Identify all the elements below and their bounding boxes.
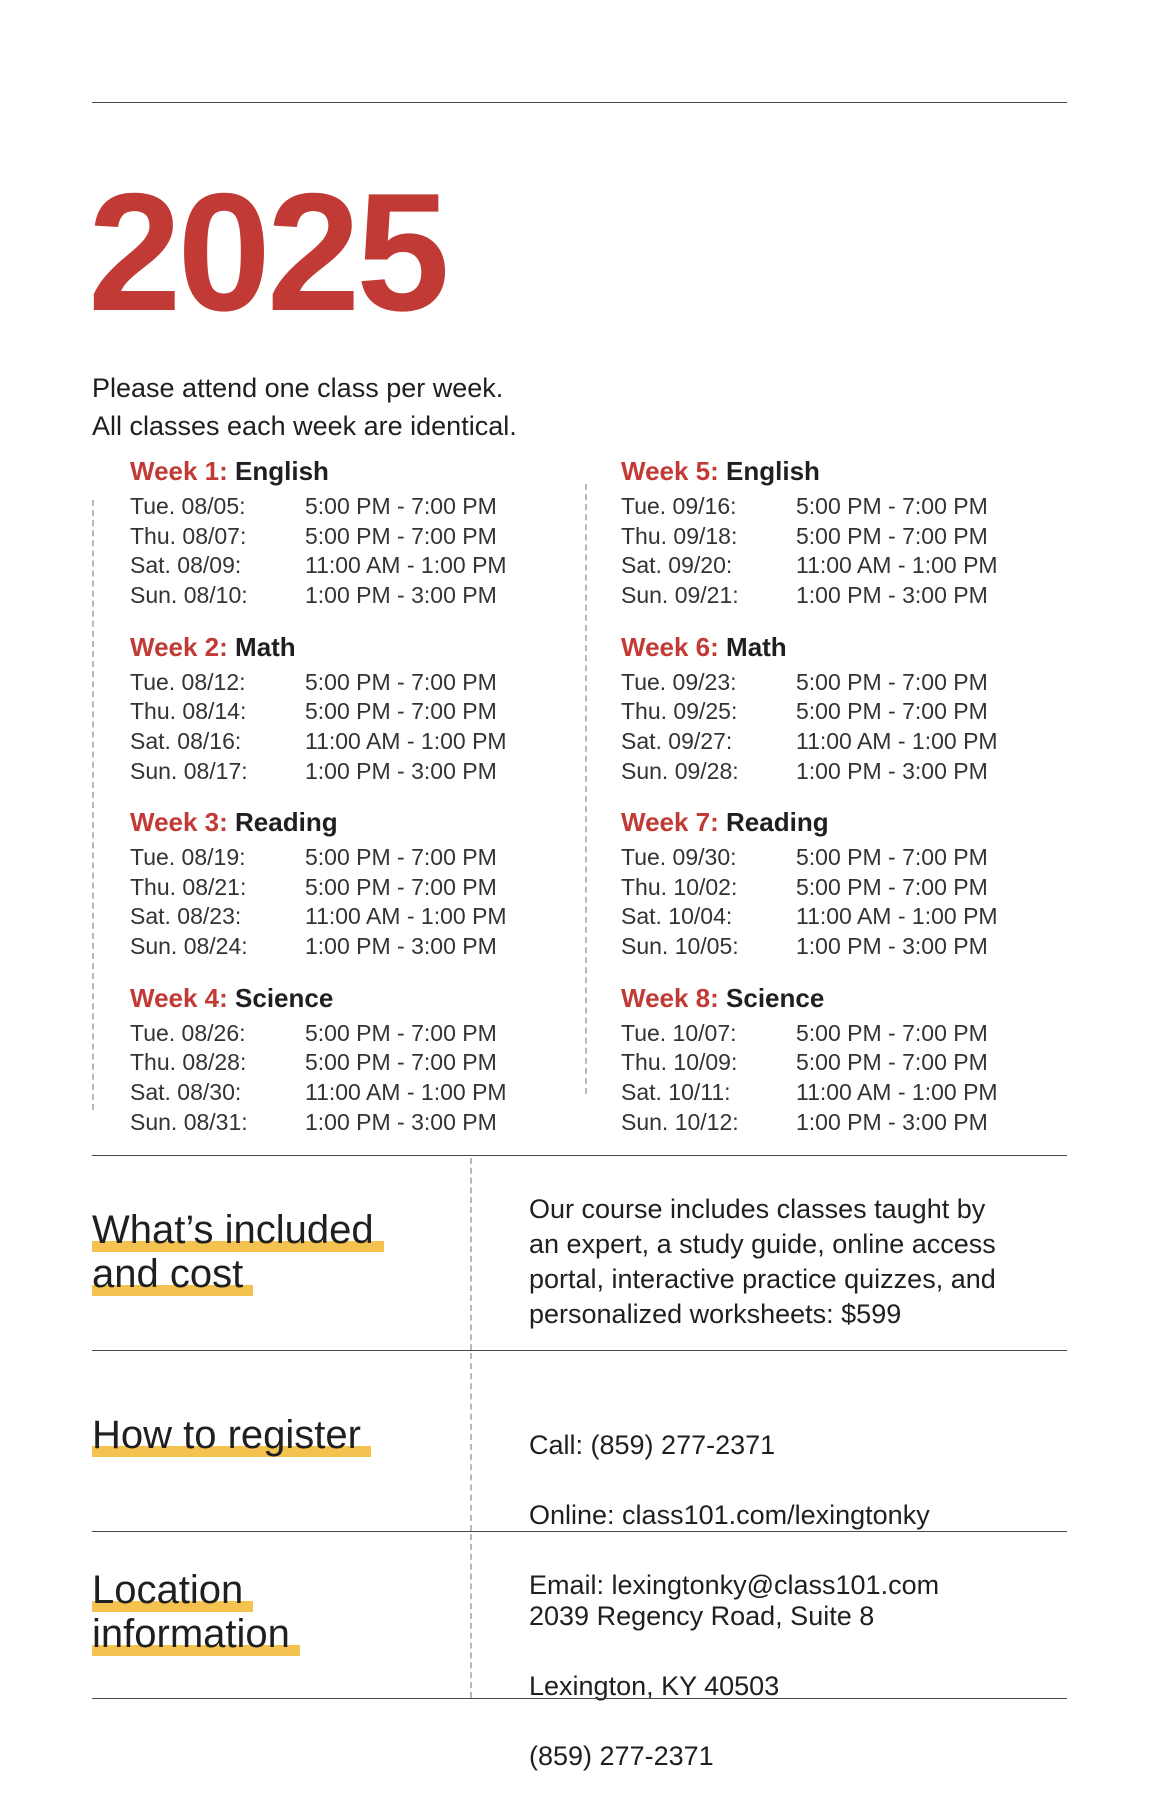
session-day: Thu. 08/07: [130, 522, 247, 549]
location-address-2: Lexington, KY 40503 [529, 1671, 780, 1701]
session-time: 11:00 AM - 1:00 PM [305, 1078, 507, 1105]
session-time: 5:00 PM - 7:00 PM [305, 522, 497, 549]
register-call: Call: (859) 277-2371 [529, 1430, 776, 1460]
week-8-heading [621, 981, 1041, 1019]
week-7-block [621, 805, 1041, 981]
session-row [130, 727, 550, 757]
week-6-block [621, 630, 1041, 806]
week-subject: Reading [726, 807, 829, 837]
week-3-block [130, 805, 550, 981]
session-time: 5:00 PM - 7:00 PM [305, 1019, 497, 1046]
week-2-heading [130, 630, 550, 668]
session-row [130, 843, 550, 873]
intro-line-2: All classes each week are identical. [92, 411, 517, 441]
location-title-line2: information [92, 1612, 300, 1656]
session-day: Sat. 08/30: [130, 1078, 242, 1105]
session-row [621, 1019, 1041, 1049]
session-day: Tue. 09/23: [621, 668, 737, 695]
week-5-block [621, 454, 1041, 630]
week-3-heading [130, 805, 550, 843]
session-day: Sat. 08/23: [130, 903, 242, 930]
session-time: 5:00 PM - 7:00 PM [305, 873, 497, 900]
week-label: Week 4: [130, 982, 228, 1013]
session-day: Sun. 08/24: [130, 933, 248, 960]
session-row [130, 1108, 550, 1138]
session-row [621, 873, 1041, 903]
session-day: Thu. 08/14: [130, 698, 247, 725]
session-time: 11:00 AM - 1:00 PM [796, 903, 998, 930]
session-time: 5:00 PM - 7:00 PM [796, 1049, 988, 1076]
session-time: 1:00 PM - 3:00 PM [796, 582, 988, 609]
week-4-block [130, 981, 550, 1157]
session-day: Tue. 08/26: [130, 1019, 246, 1046]
session-day: Thu. 10/09: [621, 1049, 738, 1076]
session-time: 11:00 AM - 1:00 PM [796, 552, 998, 579]
week-1-heading [130, 454, 550, 492]
session-row [621, 1108, 1041, 1138]
session-day: Sun. 08/10: [130, 582, 248, 609]
week-label: Week 3: [130, 807, 228, 837]
session-row [130, 492, 550, 522]
session-row [621, 1048, 1041, 1078]
session-day: Sun. 09/21: [621, 582, 739, 609]
session-time: 1:00 PM - 3:00 PM [796, 933, 988, 960]
session-time: 11:00 AM - 1:00 PM [796, 1078, 998, 1105]
week-5-heading [621, 454, 1041, 492]
info-divider-2 [470, 1353, 472, 1531]
register-title [92, 1413, 371, 1457]
session-time: 5:00 PM - 7:00 PM [796, 493, 988, 519]
week-4-heading [130, 981, 550, 1019]
session-day: Sun. 08/17: [130, 757, 248, 784]
session-row [130, 668, 550, 698]
left-column-divider [92, 500, 94, 1110]
session-row [621, 843, 1041, 873]
week-1-block [130, 454, 550, 630]
session-day: Thu. 08/21: [130, 873, 247, 900]
session-day: Thu. 08/28: [130, 1049, 247, 1076]
session-day: Tue. 10/07: [621, 1019, 737, 1046]
session-day: Tue. 09/16: [621, 493, 737, 519]
session-time: 5:00 PM - 7:00 PM [796, 668, 988, 695]
schedule-column-right [621, 454, 1041, 1156]
session-row [130, 873, 550, 903]
register-title-text: How to register [92, 1413, 371, 1457]
week-label: Week 7: [621, 807, 719, 837]
session-day: Tue. 09/30: [621, 844, 737, 870]
info-divider-3 [470, 1534, 472, 1698]
included-title-line2: and cost [92, 1252, 253, 1296]
included-body: Our course includes classes taught by an expert, a study guide, online access portal, interactive practice quizzes, and personalized worksheets: $599 [529, 1194, 996, 1329]
week-label: Week 2: [130, 631, 228, 662]
week-subject: Science [726, 982, 825, 1013]
session-row [621, 581, 1041, 611]
week-8-block [621, 981, 1041, 1157]
session-row [621, 727, 1041, 757]
session-day: Sun. 10/12: [621, 1108, 739, 1135]
week-7-heading [621, 805, 1041, 843]
center-column-divider [585, 484, 587, 1094]
session-time: 1:00 PM - 3:00 PM [305, 933, 497, 960]
session-day: Thu. 09/18: [621, 522, 738, 549]
session-time: 11:00 AM - 1:00 PM [305, 552, 507, 579]
week-subject: Reading [235, 807, 338, 837]
location-address-1: 2039 Regency Road, Suite 8 [529, 1601, 875, 1631]
bottom-rule [92, 1698, 1067, 1699]
session-day: Sat. 09/27: [621, 727, 733, 754]
included-title-line1: What’s included [92, 1208, 384, 1252]
session-time: 11:00 AM - 1:00 PM [305, 727, 507, 754]
location-title [92, 1568, 300, 1656]
register-online[interactable]: Online: class101.com/lexingtonky [529, 1500, 930, 1530]
week-2-block [130, 630, 550, 806]
week-label: Week 5: [621, 456, 719, 486]
session-day: Sat. 08/09: [130, 552, 242, 579]
session-row [130, 551, 550, 581]
session-row [130, 757, 550, 787]
session-time: 1:00 PM - 3:00 PM [796, 757, 988, 784]
location-phone: (859) 277-2371 [529, 1741, 714, 1771]
session-row [621, 902, 1041, 932]
week-6-heading [621, 630, 1041, 668]
week-subject: Math [235, 631, 296, 662]
session-time: 5:00 PM - 7:00 PM [796, 698, 988, 725]
session-time: 1:00 PM - 3:00 PM [305, 757, 497, 784]
session-row [130, 1048, 550, 1078]
session-row [621, 932, 1041, 962]
session-row [621, 522, 1041, 552]
included-title [92, 1208, 384, 1296]
session-row [621, 668, 1041, 698]
location-body [529, 1564, 874, 1809]
session-day: Sun. 08/31: [130, 1108, 248, 1135]
session-row [621, 1078, 1041, 1108]
session-time: 1:00 PM - 3:00 PM [305, 1108, 497, 1135]
session-day: Sat. 10/04: [621, 903, 733, 930]
session-day: Thu. 10/02: [621, 873, 738, 900]
session-day: Sat. 08/16: [130, 727, 242, 754]
intro-line-1: Please attend one class per week. [92, 373, 504, 403]
session-day: Tue. 08/19: [130, 844, 246, 870]
session-time: 5:00 PM - 7:00 PM [796, 522, 988, 549]
session-day: Sun. 09/28: [621, 757, 739, 784]
session-day: Sat. 09/20: [621, 552, 733, 579]
session-row [130, 697, 550, 727]
week-label: Week 8: [621, 982, 719, 1013]
session-day: Tue. 08/05: [130, 493, 246, 519]
session-day: Thu. 09/25: [621, 698, 738, 725]
session-row [130, 522, 550, 552]
session-row [130, 1078, 550, 1108]
location-section [92, 1532, 1067, 1771]
session-time: 5:00 PM - 7:00 PM [305, 844, 497, 870]
week-label: Week 6: [621, 631, 719, 662]
year-heading: 2025 [88, 158, 446, 346]
session-row [130, 902, 550, 932]
session-row [130, 1019, 550, 1049]
session-time: 5:00 PM - 7:00 PM [305, 493, 497, 519]
session-day: Sun. 10/05: [621, 933, 739, 960]
session-time: 5:00 PM - 7:00 PM [796, 844, 988, 870]
session-time: 5:00 PM - 7:00 PM [796, 1019, 988, 1046]
info-divider-1 [470, 1158, 472, 1350]
session-time: 11:00 AM - 1:00 PM [305, 903, 507, 930]
session-time: 1:00 PM - 3:00 PM [796, 1108, 988, 1135]
session-time: 5:00 PM - 7:00 PM [305, 668, 497, 695]
session-row [130, 581, 550, 611]
included-section [92, 1156, 1067, 1351]
session-time: 1:00 PM - 3:00 PM [305, 582, 497, 609]
session-day: Tue. 08/12: [130, 668, 246, 695]
week-subject: Math [726, 631, 787, 662]
location-title-line1: Location [92, 1568, 253, 1612]
schedule-column-left [130, 454, 550, 1156]
session-row [621, 492, 1041, 522]
session-time: 5:00 PM - 7:00 PM [796, 873, 988, 900]
week-subject: English [726, 456, 820, 486]
session-row [621, 757, 1041, 787]
session-row [130, 932, 550, 962]
session-row [621, 551, 1041, 581]
session-time: 5:00 PM - 7:00 PM [305, 1049, 497, 1076]
week-subject: Science [235, 982, 334, 1013]
session-time: 11:00 AM - 1:00 PM [796, 727, 998, 754]
top-rule [92, 102, 1067, 103]
session-row [621, 697, 1041, 727]
session-time: 5:00 PM - 7:00 PM [305, 698, 497, 725]
session-day: Sat. 10/11: [621, 1078, 731, 1105]
week-label: Week 1: [130, 456, 228, 486]
week-subject: English [235, 456, 329, 486]
register-email[interactable]: Email: lexingtonky@class101.com [529, 1570, 940, 1600]
